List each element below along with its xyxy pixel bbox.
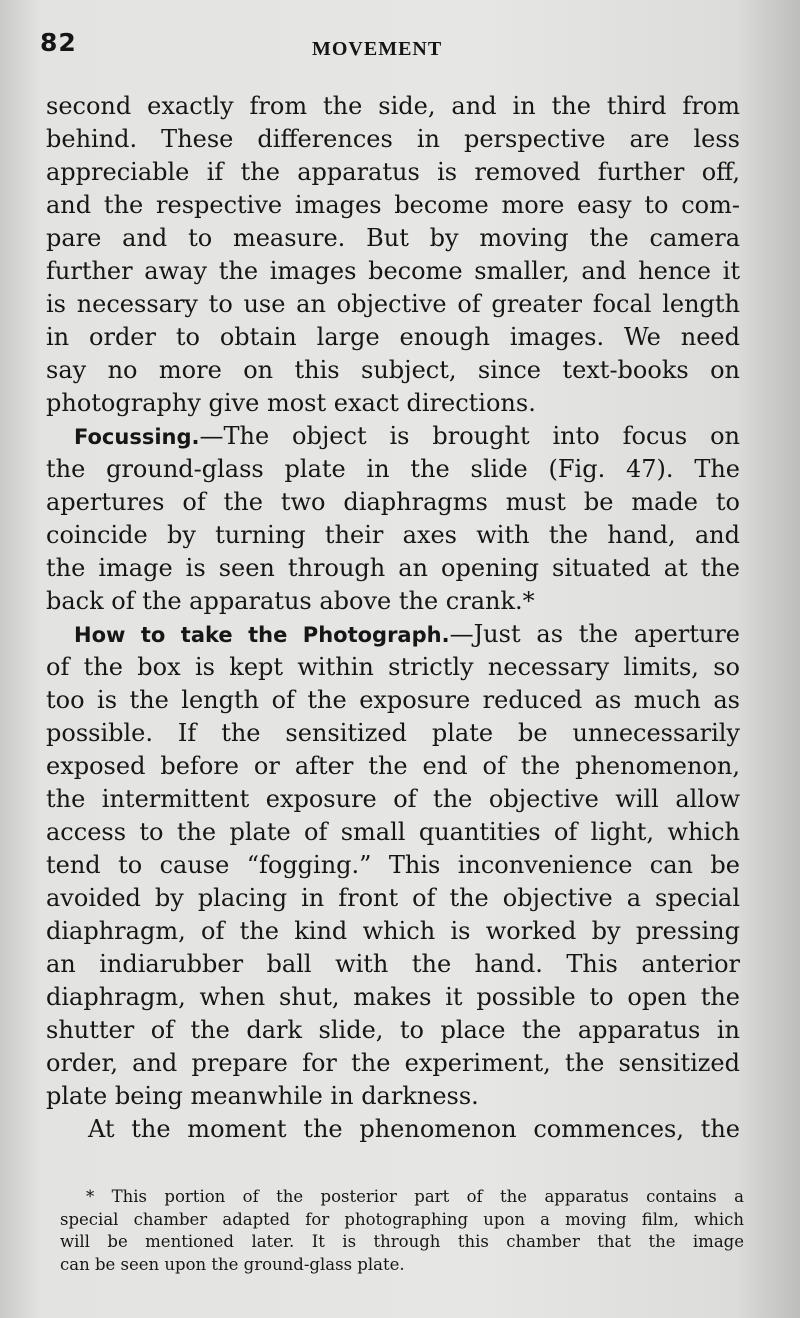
footnote bbox=[60, 1186, 744, 1276]
running-head: MOVEMENT bbox=[312, 38, 443, 60]
text-line: order, and prepare for the experiment, the sensitized bbox=[46, 1049, 740, 1077]
text-line: apertures of the two diaphragms must be made to bbox=[46, 488, 740, 516]
text-line: plate being meanwhile in darkness. bbox=[46, 1082, 479, 1110]
footnote-line: can be seen upon the ground-glass plate. bbox=[60, 1254, 405, 1274]
text-line: avoided by placing in front of the objective a special bbox=[46, 884, 740, 912]
footnote-line: special chamber adapted for photographing upon a moving film, which bbox=[60, 1209, 744, 1229]
text-line: the image is seen through an opening situated at the bbox=[46, 554, 740, 582]
text-line: the intermittent exposure of the objective will allow bbox=[46, 785, 740, 813]
text-line: the ground-glass plate in the slide (Fig. 47). The bbox=[46, 455, 740, 483]
focussing-paragraph-first-line bbox=[46, 420, 740, 453]
body-text bbox=[46, 90, 740, 1146]
text-fragment: —The object is brought into focus on bbox=[199, 422, 740, 450]
text-line: of the box is kept within strictly necessary limits, so bbox=[46, 653, 740, 681]
text-line: behind. These differences in perspective are less bbox=[46, 125, 740, 153]
footnote-line: * This portion of the posterior part of the apparatus contains a bbox=[86, 1187, 744, 1206]
page-header bbox=[40, 28, 750, 68]
page-number: 82 bbox=[40, 28, 77, 57]
text-line: second exactly from the side, and in the third from bbox=[46, 92, 740, 120]
photograph-paragraph-first-line bbox=[46, 618, 740, 651]
text-line: coincide by turning their axes with the hand, and bbox=[46, 521, 740, 549]
text-line: appreciable if the apparatus is removed further off, bbox=[46, 158, 740, 186]
text-line: possible. If the sensitized plate be unnecessarily bbox=[46, 719, 740, 747]
text-line: shutter of the dark slide, to place the apparatus in bbox=[46, 1016, 740, 1044]
text-line: an indiarubber ball with the hand. This anterior bbox=[46, 950, 740, 978]
text-line: access to the plate of small quantities of light, which bbox=[46, 818, 740, 846]
text-line: is necessary to use an objective of greater focal length bbox=[46, 290, 740, 318]
focussing-heading: Focussing. bbox=[74, 425, 200, 449]
text-line: too is the length of the exposure reduced as much as bbox=[46, 686, 740, 714]
text-line: diaphragm, when shut, makes it possible to open the bbox=[46, 983, 740, 1011]
text-line: and the respective images become more easy to com- bbox=[46, 191, 740, 219]
footnote-line: will be mentioned later. It is through this chamber that the image bbox=[60, 1232, 744, 1251]
photograph-heading: How to take the Photograph. bbox=[74, 623, 450, 647]
text-line: further away the images become smaller, and hence it bbox=[46, 257, 740, 285]
text-fragment: —Just as the aperture bbox=[449, 620, 740, 648]
text-line: say no more on this subject, since text-books on bbox=[46, 356, 740, 384]
text-line: tend to cause “fogging.” This inconvenience can be bbox=[46, 851, 740, 879]
text-line: pare and to measure. But by moving the camera bbox=[46, 224, 740, 252]
text-line: in order to obtain large enough images. We need bbox=[46, 323, 740, 351]
text-line: exposed before or after the end of the phenomenon, bbox=[46, 752, 740, 780]
text-line: photography give most exact directions. bbox=[46, 389, 536, 417]
text-line: At the moment the phenomenon commences, the bbox=[88, 1115, 740, 1143]
text-line: diaphragm, of the kind which is worked by pressing bbox=[46, 917, 740, 945]
text-line: back of the apparatus above the crank.* bbox=[46, 587, 535, 615]
